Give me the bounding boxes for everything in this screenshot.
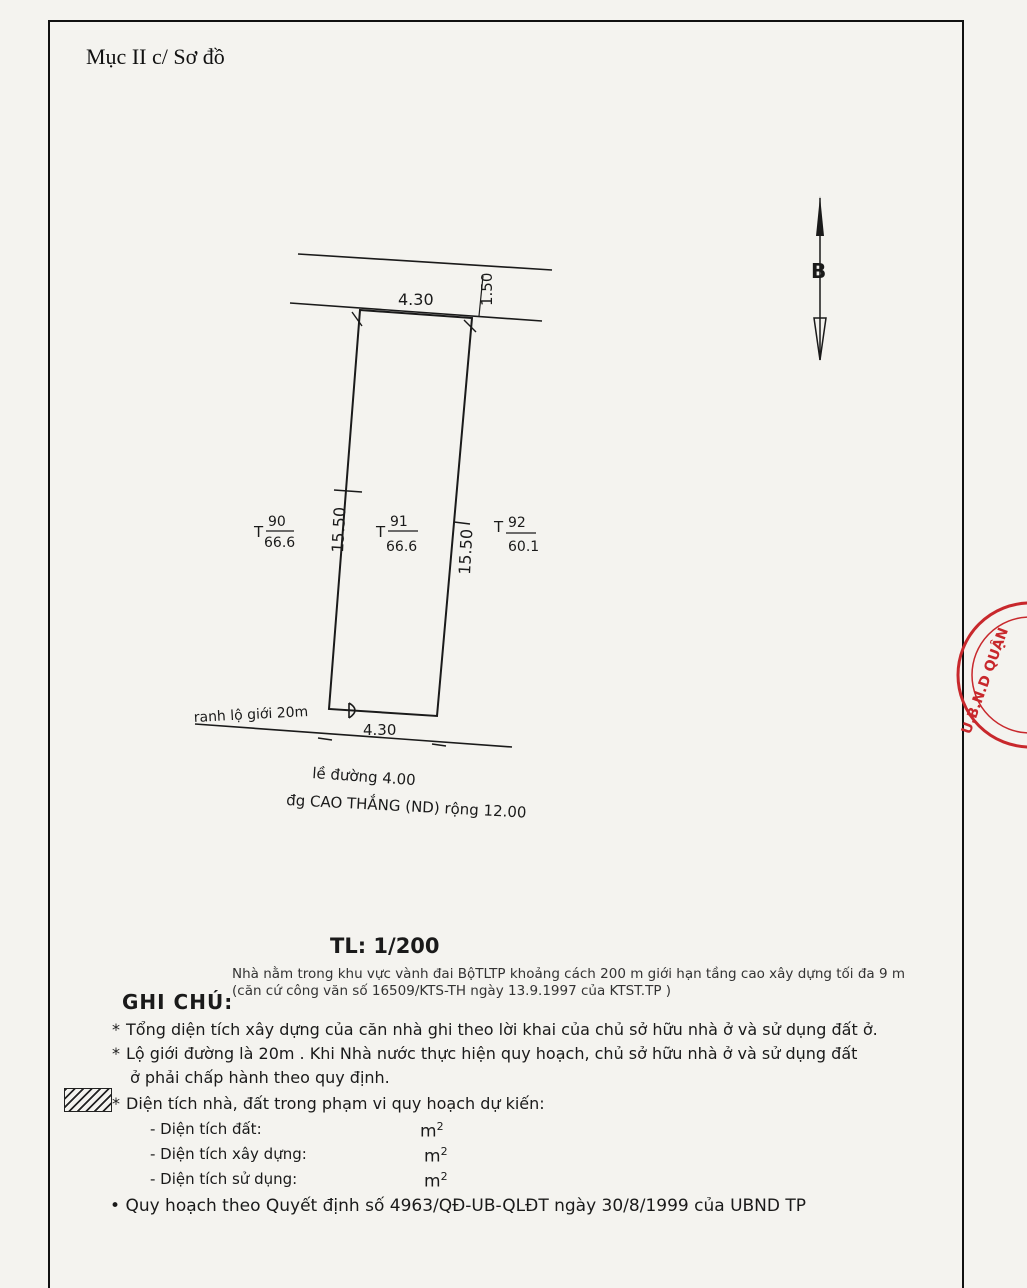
note-3: * Diện tích nhà, đất trong phạm vi quy hoạch dự kiến: bbox=[112, 1094, 545, 1113]
north-label: B bbox=[811, 259, 827, 283]
sidewalk-label: lề đường 4.00 bbox=[311, 764, 417, 790]
svg-text:92: 92 bbox=[508, 515, 526, 531]
hatched-area-legend bbox=[64, 1088, 112, 1112]
bullet-icon: * bbox=[112, 1044, 120, 1063]
svg-text:T: T bbox=[494, 518, 504, 536]
build-area-label: - Diện tích xây dựng: bbox=[150, 1145, 307, 1163]
planning-decision-note: • Quy hoạch theo Quyết định số 4963/QĐ-UB-QLĐT ngày 30/8/1999 của UBND TP bbox=[110, 1196, 807, 1216]
left-length-label: 15.50 bbox=[328, 506, 350, 554]
note-2-cont: ở phải chấp hành theo quy định. bbox=[130, 1068, 390, 1087]
street-label: đg CAO THẮNG (ND) rộng 12.00 bbox=[285, 791, 527, 822]
land-area-label: - Diện tích đất: bbox=[150, 1120, 262, 1138]
scale-label: TL: 1/200 bbox=[330, 934, 440, 958]
lot-label-92 bbox=[493, 515, 539, 555]
note-1: * Tổng diện tích xây dựng của căn nhà ghi theo lời khai của chủ sở hữu nhà ở và sử dụng đất ở. bbox=[112, 1020, 878, 1039]
svg-text:66.6: 66.6 bbox=[386, 539, 418, 555]
use-area-unit: $m^2$ bbox=[424, 1170, 448, 1192]
lot-outline bbox=[329, 310, 472, 716]
use-area-label: - Diện tích sử dụng: bbox=[150, 1170, 298, 1188]
svg-text:U.B.N.D QUẬN: U.B.N.D QUẬN bbox=[958, 625, 1013, 737]
front-width-label: 4.30 bbox=[398, 290, 434, 309]
svg-text:90: 90 bbox=[268, 514, 286, 530]
back-width-label: 4.30 bbox=[363, 721, 397, 739]
note-2: * Lộ giới đường là 20m . Khi Nhà nước thực hiện quy hoạch, chủ sở hữu nhà ở và sử dụng đất bbox=[112, 1044, 858, 1063]
svg-text:66.6: 66.6 bbox=[264, 535, 296, 551]
lot-label-91 bbox=[375, 514, 418, 555]
build-area-unit: $m^2$ bbox=[424, 1145, 448, 1167]
road-line bbox=[195, 724, 512, 747]
top-setback-label: 1.50 bbox=[478, 272, 496, 306]
section-title: Mục II c/ Sơ đồ bbox=[86, 44, 225, 69]
notes-title: GHI CHÚ: bbox=[122, 990, 234, 1014]
svg-text:60.1: 60.1 bbox=[508, 539, 540, 555]
rear-line bbox=[298, 254, 552, 270]
north-arrow-icon bbox=[811, 196, 826, 360]
bullet-icon: * bbox=[112, 1020, 120, 1039]
right-length-label: 15.50 bbox=[455, 528, 477, 576]
road-boundary-label: ranh lộ giới 20m bbox=[193, 704, 309, 726]
svg-text:T: T bbox=[254, 523, 264, 541]
svg-text:T: T bbox=[376, 523, 386, 541]
bullet-icon: • bbox=[110, 1196, 121, 1216]
svg-text:91: 91 bbox=[390, 514, 408, 530]
land-area-unit: $m^2$ bbox=[420, 1120, 444, 1142]
bullet-icon: * bbox=[112, 1094, 120, 1113]
official-seal-stamp bbox=[950, 585, 1027, 765]
lot-label-90 bbox=[253, 514, 295, 551]
scale-note: Nhà nằm trong khu vực vành đai BộTLTP khoảng cách 200 m giới hạn tầng cao xây dựng tối đa 9 m (căn cứ công văn số 16509/KTS-TH ngày 13.9.1997 của KTST.TP ) bbox=[232, 966, 906, 999]
